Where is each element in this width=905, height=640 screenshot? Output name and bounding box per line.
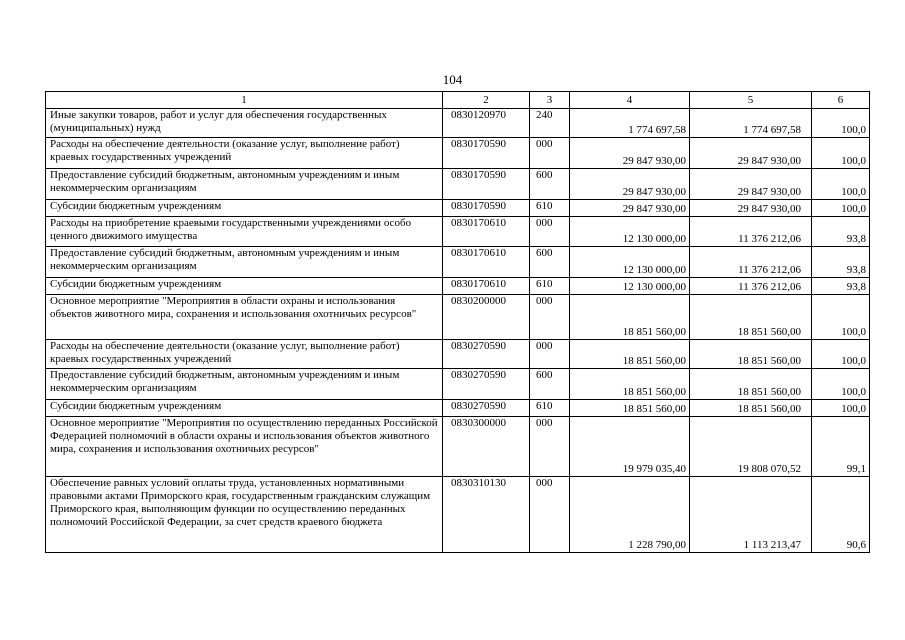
row-code: 0830270590 xyxy=(443,369,530,400)
row-type: 600 xyxy=(530,369,570,400)
row-percent: 93,8 xyxy=(812,247,870,278)
row-plan: 12 130 000,00 xyxy=(570,217,690,247)
row-name: Предоставление субсидий бюджетным, автономным учреждениям и иным некоммерческим организациям xyxy=(46,169,443,200)
row-code: 0830170610 xyxy=(443,217,530,247)
row-type: 000 xyxy=(530,217,570,247)
column-header-3: 3 xyxy=(530,92,570,109)
row-type: 000 xyxy=(530,340,570,369)
row-code: 0830120970 xyxy=(443,109,530,138)
row-percent: 93,8 xyxy=(812,278,870,295)
row-actual: 11 376 212,06 xyxy=(690,247,812,278)
row-plan: 18 851 560,00 xyxy=(570,340,690,369)
row-name: Расходы на приобретение краевыми государственными учреждениями особо ценного движимого имущества xyxy=(46,217,443,247)
row-percent: 99,1 xyxy=(812,417,870,477)
row-code: 0830200000 xyxy=(443,295,530,340)
column-header-2: 2 xyxy=(443,92,530,109)
row-plan: 29 847 930,00 xyxy=(570,200,690,217)
row-actual: 1 113 213,47 xyxy=(690,477,812,553)
row-plan: 1 228 790,00 xyxy=(570,477,690,553)
row-code: 0830270590 xyxy=(443,400,530,417)
table-row xyxy=(46,417,870,477)
row-type: 000 xyxy=(530,417,570,477)
row-code: 0830170590 xyxy=(443,200,530,217)
row-name: Субсидии бюджетным учреждениям xyxy=(46,400,443,417)
header-row xyxy=(46,92,870,109)
row-name: Расходы на обеспечение деятельности (оказание услуг, выполнение работ) краевых государственных учреждений xyxy=(46,138,443,169)
row-percent: 100,0 xyxy=(812,200,870,217)
row-type: 610 xyxy=(530,200,570,217)
row-actual: 18 851 560,00 xyxy=(690,295,812,340)
row-percent: 93,8 xyxy=(812,217,870,247)
row-type: 610 xyxy=(530,400,570,417)
page-number: 104 xyxy=(442,72,463,87)
row-type: 600 xyxy=(530,247,570,278)
row-name: Иные закупки товаров, работ и услуг для обеспечения государственных (муниципальных) нужд xyxy=(46,109,443,138)
row-plan: 12 130 000,00 xyxy=(570,247,690,278)
table-row xyxy=(46,247,870,278)
row-actual: 29 847 930,00 xyxy=(690,200,812,217)
row-name: Предоставление субсидий бюджетным, автономным учреждениям и иным некоммерческим организациям xyxy=(46,247,443,278)
column-header-4: 4 xyxy=(570,92,690,109)
row-name: Обеспечение равных условий оплаты труда, установленных нормативными правовыми актами Приморского края, государственным гражданским служащим Приморского края, выполняющим функции по осуществлению переданных полномочий Российской Федерации, за счет средств краевого бюджета xyxy=(46,477,443,553)
row-name: Основное мероприятие "Мероприятия в области охраны и использования объектов животного мира, сохранения и использования охотничьих ресурсов" xyxy=(46,295,443,340)
row-code: 0830270590 xyxy=(443,340,530,369)
row-code: 0830170610 xyxy=(443,278,530,295)
table-row xyxy=(46,109,870,138)
row-plan: 1 774 697,58 xyxy=(570,109,690,138)
table-row xyxy=(46,200,870,217)
table-row xyxy=(46,477,870,553)
column-header-6: 6 xyxy=(812,92,870,109)
row-actual: 29 847 930,00 xyxy=(690,138,812,169)
table-row xyxy=(46,169,870,200)
table-row xyxy=(46,278,870,295)
row-plan: 18 851 560,00 xyxy=(570,400,690,417)
row-type: 000 xyxy=(530,477,570,553)
row-code: 0830310130 xyxy=(443,477,530,553)
row-percent: 100,0 xyxy=(812,169,870,200)
table-body xyxy=(46,109,870,553)
row-type: 000 xyxy=(530,138,570,169)
table-row xyxy=(46,400,870,417)
row-type: 600 xyxy=(530,169,570,200)
row-actual: 19 808 070,52 xyxy=(690,417,812,477)
row-percent: 100,0 xyxy=(812,109,870,138)
row-percent: 100,0 xyxy=(812,400,870,417)
row-code: 0830170590 xyxy=(443,169,530,200)
row-name: Субсидии бюджетным учреждениям xyxy=(46,200,443,217)
row-type: 000 xyxy=(530,295,570,340)
row-percent: 100,0 xyxy=(812,340,870,369)
row-plan: 18 851 560,00 xyxy=(570,295,690,340)
row-actual: 29 847 930,00 xyxy=(690,169,812,200)
row-code: 0830170610 xyxy=(443,247,530,278)
row-type: 240 xyxy=(530,109,570,138)
row-plan: 12 130 000,00 xyxy=(570,278,690,295)
row-percent: 100,0 xyxy=(812,369,870,400)
row-name: Предоставление субсидий бюджетным, автономным учреждениям и иным некоммерческим организациям xyxy=(46,369,443,400)
row-actual: 18 851 560,00 xyxy=(690,340,812,369)
table-row xyxy=(46,217,870,247)
row-percent: 100,0 xyxy=(812,295,870,340)
row-actual: 11 376 212,06 xyxy=(690,278,812,295)
row-name: Основное мероприятие "Мероприятия по осуществлению переданных Российской Федерацией полномочий в области охраны и использования объектов животного мира, сохранения и использования охотничьих ресурсов" xyxy=(46,417,443,477)
table-row xyxy=(46,369,870,400)
row-plan: 29 847 930,00 xyxy=(570,138,690,169)
row-plan: 19 979 035,40 xyxy=(570,417,690,477)
row-code: 0830170590 xyxy=(443,138,530,169)
row-name: Расходы на обеспечение деятельности (оказание услуг, выполнение работ) краевых государственных учреждений xyxy=(46,340,443,369)
row-name: Субсидии бюджетным учреждениям xyxy=(46,278,443,295)
row-actual: 18 851 560,00 xyxy=(690,400,812,417)
table-row xyxy=(46,138,870,169)
row-plan: 18 851 560,00 xyxy=(570,369,690,400)
row-percent: 100,0 xyxy=(812,138,870,169)
table-row xyxy=(46,340,870,369)
table-row xyxy=(46,295,870,340)
column-header-1: 1 xyxy=(46,92,443,109)
row-plan: 29 847 930,00 xyxy=(570,169,690,200)
row-actual: 11 376 212,06 xyxy=(690,217,812,247)
row-code: 0830300000 xyxy=(443,417,530,477)
row-actual: 18 851 560,00 xyxy=(690,369,812,400)
budget-table xyxy=(45,91,870,553)
row-type: 610 xyxy=(530,278,570,295)
row-percent: 90,6 xyxy=(812,477,870,553)
column-header-5: 5 xyxy=(690,92,812,109)
row-actual: 1 774 697,58 xyxy=(690,109,812,138)
